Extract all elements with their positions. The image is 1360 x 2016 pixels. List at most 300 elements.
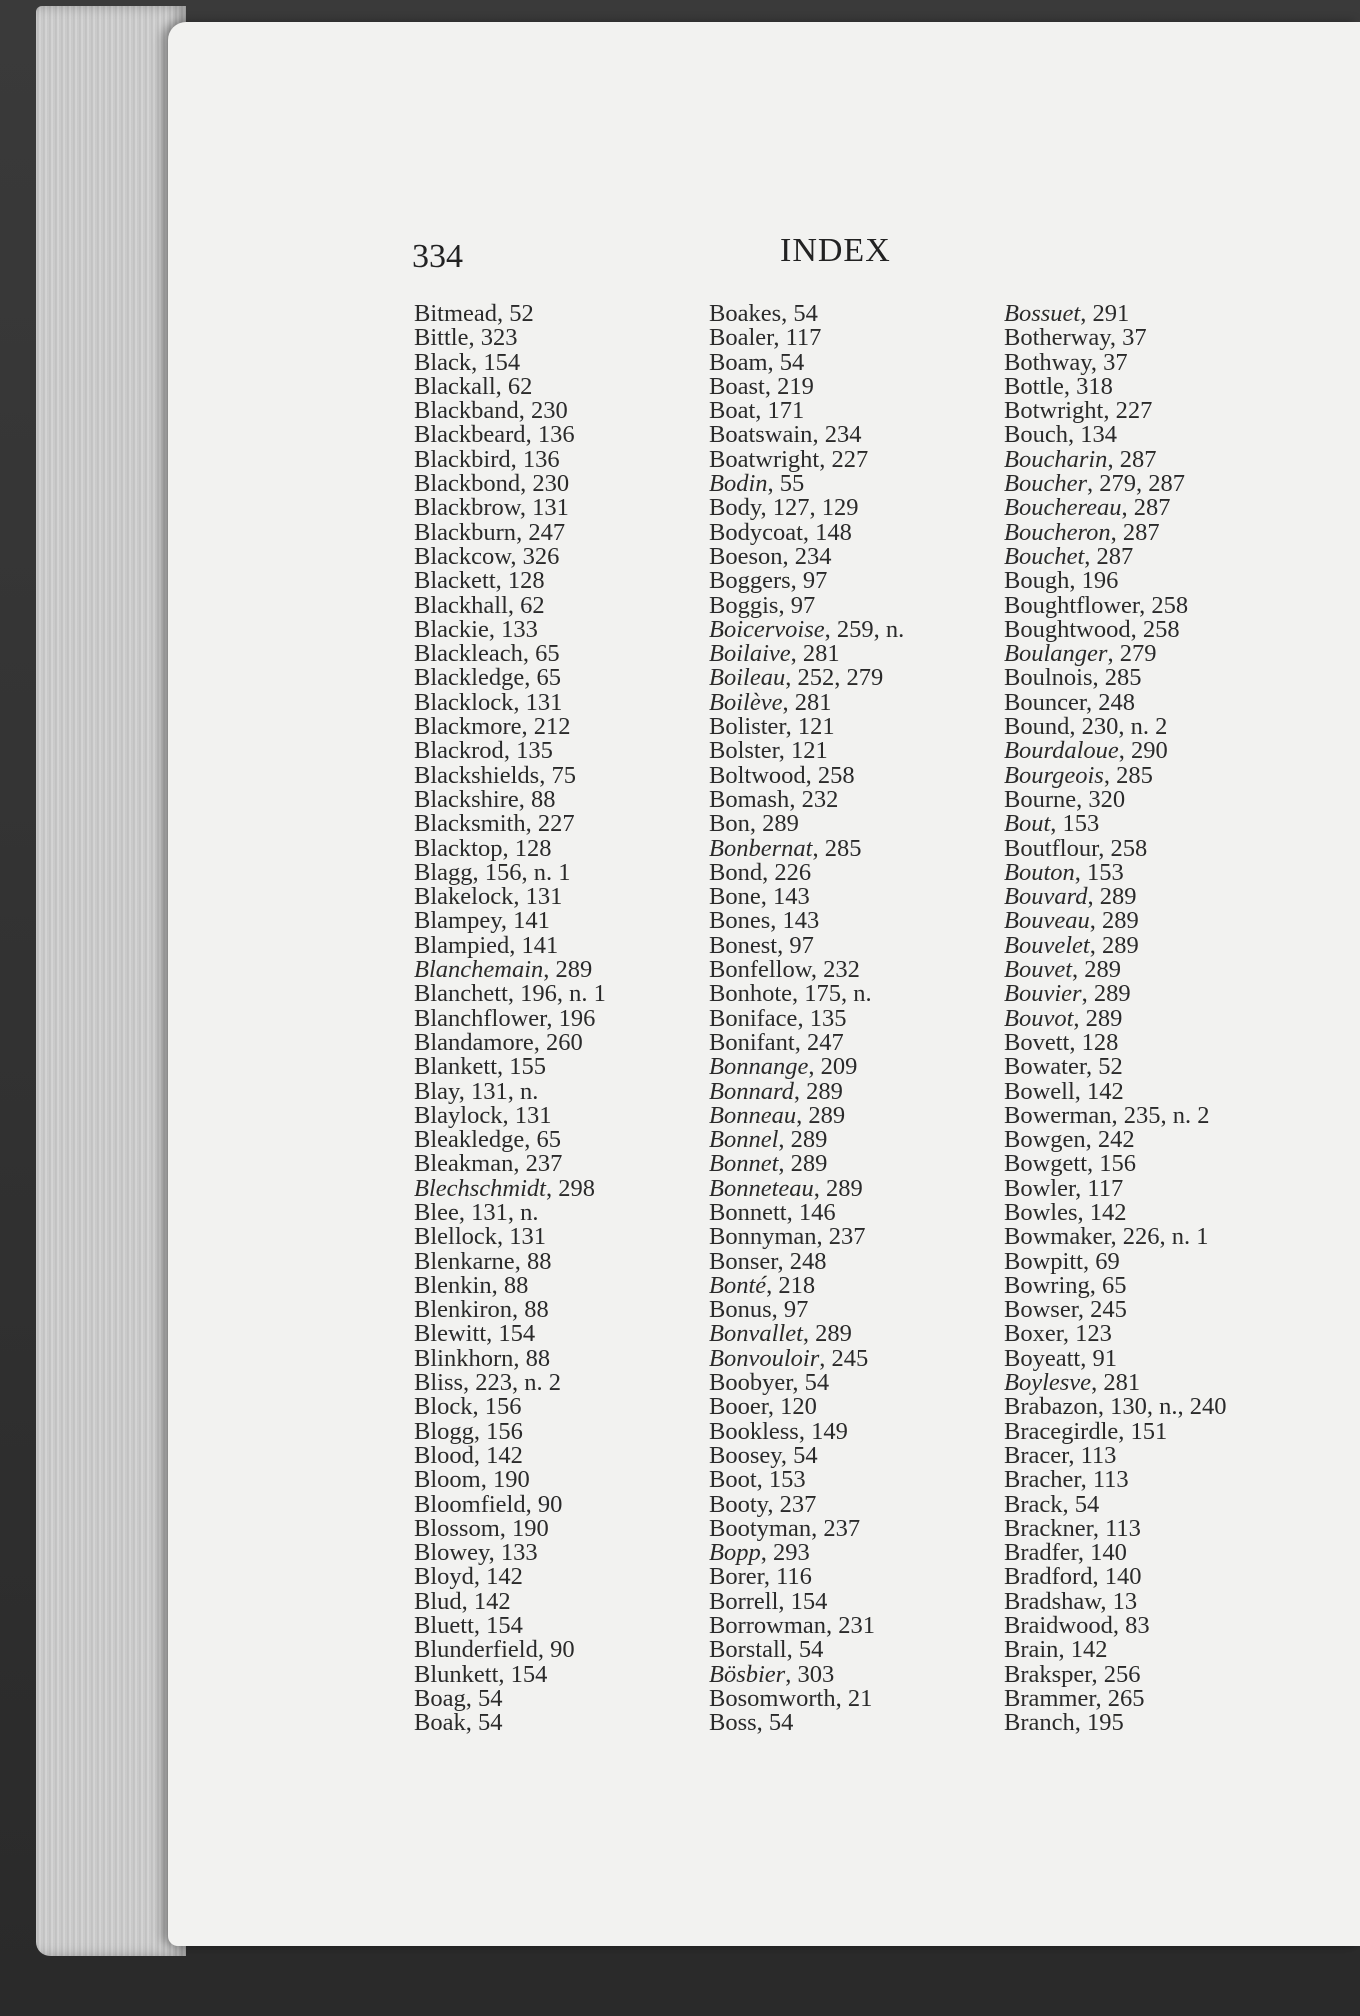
entry-name: Bodycoat (709, 518, 803, 546)
entry-page-refs: , 248 (777, 1247, 827, 1275)
entry-page-refs: , 156 (472, 1393, 522, 1421)
entry-page-refs: , 121 (778, 737, 828, 765)
entry-name: Brack (1004, 1490, 1063, 1518)
entry-name: Boggers (709, 567, 791, 595)
entry-page-refs: , 52 (497, 300, 534, 327)
entry-page-refs: , 289 (749, 810, 799, 838)
entry-page-refs: , 62 (495, 372, 533, 400)
entry-page-refs: , 65 (524, 1126, 561, 1154)
entry-name: Bloom (414, 1466, 481, 1494)
index-entry (709, 1271, 904, 1299)
entry-page-refs: , 142 (1058, 1636, 1108, 1664)
entry-page-refs: , 156 (473, 1417, 523, 1445)
entry-name: Bothway (1004, 348, 1091, 376)
index-entry (414, 302, 606, 326)
entry-page-refs: , 55 (767, 470, 805, 498)
entry-name: Boat (709, 397, 756, 425)
index-entry (709, 1322, 904, 1346)
index-entry (1004, 885, 1227, 909)
entry-page-refs: , 252, 279 (785, 664, 884, 692)
index-entry (414, 472, 606, 496)
entry-page-refs: , 140 (1092, 1563, 1142, 1591)
entry-page-refs: , 258 (1130, 615, 1180, 643)
entry-page-refs: , 88 (512, 1296, 549, 1324)
entry-page-refs: , 62 (507, 591, 545, 619)
entry-name: Braksper (1004, 1660, 1092, 1688)
entry-name: Blandamore (414, 1028, 534, 1056)
entry-page-refs: , 142 (461, 1587, 511, 1615)
index-entry (709, 642, 904, 666)
entry-page-refs: , 54 (792, 1369, 830, 1397)
entry-name: Blackie (414, 615, 489, 643)
entry-name: Boucharin (1004, 445, 1108, 473)
index-entry (709, 399, 904, 423)
entry-page-refs: , 258 (1139, 591, 1189, 619)
index-entry (414, 1565, 606, 1589)
entry-page-refs: , 146 (786, 1198, 836, 1226)
index-entry (1004, 348, 1227, 376)
entry-page-refs: , 127, 129 (760, 494, 859, 522)
index-entry (414, 761, 606, 789)
entry-name: Boast (709, 372, 765, 400)
entry-page-refs: , 91 (1080, 1344, 1117, 1372)
index-entry (709, 666, 904, 690)
entry-name: Bitmead (414, 300, 498, 327)
entry-name: Blanchett (414, 980, 508, 1008)
entry-name: Bossuet (1004, 300, 1081, 327)
index-entry (1004, 1128, 1227, 1152)
entry-page-refs: , 230, n. 2 (1069, 713, 1168, 741)
entry-page-refs: , 52 (1086, 1053, 1123, 1081)
index-entry (414, 326, 606, 350)
index-entry (1004, 642, 1227, 666)
entry-page-refs: , 196 (546, 1004, 596, 1032)
entry-name: Blacklock (414, 688, 514, 716)
index-entry (709, 326, 904, 350)
entry-page-refs: , 281 (790, 640, 840, 668)
entry-name: Blampey (414, 907, 501, 935)
entry-page-refs: , 131 (502, 1101, 552, 1129)
entry-page-refs: , 128 (1069, 1028, 1119, 1056)
entry-page-refs: , 120 (767, 1393, 817, 1421)
entry-name: Blenkin (414, 1271, 492, 1299)
entry-name: Bonnel (709, 1126, 779, 1154)
entry-name: Blackhall (414, 591, 508, 619)
index-entry (709, 982, 904, 1006)
index-entry (1004, 1395, 1227, 1419)
entry-name: Bottle (1004, 372, 1064, 400)
entry-page-refs: , 289 (778, 1126, 828, 1154)
entry-page-refs: , 279, 287 (1087, 470, 1185, 498)
index-entry (414, 642, 606, 666)
index-entry (1004, 423, 1227, 447)
entry-page-refs: , 223, n. 2 (463, 1369, 562, 1397)
entry-page-refs: , 54 (465, 1684, 503, 1712)
entry-name: Boxer (1004, 1320, 1063, 1348)
entry-name: Bracer (1004, 1441, 1069, 1469)
entry-page-refs: , 65 (524, 664, 561, 692)
index-entry (709, 1028, 904, 1056)
entry-page-refs: , 113 (1080, 1466, 1129, 1494)
entry-name: Boucheron (1004, 518, 1111, 546)
entry-name: Bouncer (1004, 688, 1087, 716)
entry-page-refs: , 237 (816, 1223, 866, 1251)
page-heading: INDEX (780, 232, 891, 269)
entry-name: Bonnyman (709, 1223, 817, 1251)
entry-page-refs: , 153 (1050, 810, 1100, 838)
entry-name: Bowler (1004, 1174, 1076, 1202)
entry-name: Bonnard (709, 1077, 794, 1105)
index-entry (414, 496, 606, 520)
entry-page-refs: , 121 (785, 713, 835, 741)
entry-page-refs: , 143 (760, 883, 810, 911)
entry-name: Borrowman (709, 1612, 827, 1640)
entry-name: Body (709, 494, 761, 522)
entry-page-refs: , 154 (778, 1587, 828, 1615)
entry-name: Bond (709, 858, 763, 886)
index-entry (414, 1514, 606, 1542)
entry-page-refs: , 279 (1107, 640, 1157, 668)
entry-page-refs: , 142 (473, 1441, 523, 1469)
index-entry (709, 1541, 904, 1565)
entry-page-refs: , 117 (773, 324, 822, 352)
entry-page-refs: , 65 (522, 640, 560, 668)
entry-page-refs: , 285 (1103, 761, 1153, 789)
entry-name: Boot (709, 1466, 757, 1494)
entry-page-refs: , 227 (1103, 397, 1153, 425)
entry-name: Blackett (414, 567, 496, 595)
index-entry (1004, 302, 1227, 326)
entry-name: Borstall (709, 1636, 787, 1664)
entry-name: Bittle (414, 324, 469, 352)
entry-name: Blampied (414, 931, 510, 959)
entry-name: Blud (414, 1587, 462, 1615)
entry-page-refs: , 135 (503, 737, 553, 765)
entry-name: Bonnange (709, 1053, 809, 1081)
index-entry (414, 1198, 606, 1226)
entry-name: Bradford (1004, 1563, 1093, 1591)
index-entry (414, 1468, 606, 1492)
entry-page-refs: , 258 (805, 761, 855, 789)
index-entry (414, 885, 606, 909)
entry-name: Boosey (709, 1441, 781, 1469)
index-entry (414, 834, 606, 862)
entry-page-refs: , 190 (499, 1514, 549, 1542)
index-entry (414, 1711, 606, 1735)
entry-page-refs: , 88 (514, 1247, 552, 1275)
entry-page-refs: , 54 (1062, 1490, 1100, 1518)
entry-name: Bowell (1004, 1077, 1075, 1105)
entry-name: Bonser (709, 1247, 778, 1275)
entry-name: Blenkiron (414, 1296, 512, 1324)
index-entry (709, 688, 904, 716)
entry-name: Blinkhorn (414, 1344, 514, 1372)
index-entry (1004, 518, 1227, 546)
index-entry (709, 1004, 904, 1032)
index-entry (414, 423, 606, 447)
entry-page-refs: , 196, n. 1 (507, 980, 606, 1008)
entry-name: Bonnet (709, 1150, 779, 1178)
entry-name: Bliss (414, 1369, 464, 1397)
index-entry (709, 1128, 904, 1152)
entry-name: Boughtwood (1004, 615, 1131, 643)
index-entry (414, 1247, 606, 1275)
index-entry (414, 666, 606, 690)
index-entry (709, 1198, 904, 1226)
entry-page-refs: , 123 (1062, 1320, 1112, 1348)
entry-page-refs: , 289 (796, 1101, 846, 1129)
index-entry (709, 1660, 904, 1688)
entry-name: Blackshields (414, 761, 540, 789)
entry-name: Bolster (709, 737, 779, 765)
index-entry (414, 1371, 606, 1395)
entry-page-refs: , 154 (471, 348, 521, 376)
entry-page-refs: , 75 (539, 761, 576, 789)
entry-page-refs: , 289 (1087, 883, 1137, 911)
entry-name: Blogg (414, 1417, 474, 1445)
entry-page-refs: , 256 (1091, 1660, 1141, 1688)
index-entry (1004, 666, 1227, 690)
entry-page-refs: , 260 (533, 1028, 583, 1056)
entry-name: Blagg (414, 858, 473, 886)
entry-page-refs: , 151 (1118, 1417, 1168, 1445)
entry-name: Black (414, 348, 472, 376)
entry-page-refs: , 142 (1077, 1198, 1127, 1226)
entry-name: Boucher (1004, 470, 1087, 498)
entry-page-refs: , 232 (789, 785, 839, 813)
entry-name: Bolister (709, 713, 786, 741)
entry-page-refs: , 218 (766, 1271, 816, 1299)
entry-page-refs: , 289 (813, 1174, 863, 1202)
index-entry (709, 785, 904, 813)
entry-name: Blakelock (414, 883, 514, 911)
index-entry (414, 1684, 606, 1712)
entry-name: Bonus (709, 1296, 772, 1324)
entry-page-refs: , 289 (778, 1150, 828, 1178)
entry-page-refs: , 247 (794, 1028, 844, 1056)
index-entry (1004, 761, 1227, 789)
entry-page-refs: , 281 (1091, 1369, 1141, 1397)
index-entry (709, 1468, 904, 1492)
index-entry (1004, 1055, 1227, 1079)
index-entry (414, 591, 606, 619)
index-entry (709, 1174, 904, 1202)
entry-page-refs: , 258 (1098, 834, 1148, 862)
index-entry (1004, 1101, 1227, 1129)
entry-page-refs: , 37 (1109, 324, 1147, 352)
entry-page-refs: , 195 (1074, 1709, 1124, 1737)
index-entry (709, 1152, 904, 1176)
index-entry (709, 1638, 904, 1662)
entry-page-refs: , 230 (520, 470, 570, 498)
index-entry (414, 688, 606, 716)
entry-page-refs: , 285 (812, 834, 862, 862)
entry-name: Boatwright (709, 445, 820, 473)
index-entry (709, 1441, 904, 1469)
entry-page-refs: , 219 (764, 372, 814, 400)
entry-name: Bradshaw (1004, 1587, 1101, 1615)
index-entry (709, 761, 904, 789)
entry-page-refs: , 154 (473, 1612, 523, 1640)
index-entry (1004, 1322, 1227, 1346)
index-entry (709, 1514, 904, 1542)
entry-name: Blackbrow (414, 494, 520, 522)
entry-page-refs: , 116 (763, 1563, 812, 1591)
entry-name: Bouton (1004, 858, 1075, 886)
entry-page-refs: , 83 (1112, 1612, 1150, 1640)
index-entry (1004, 569, 1227, 593)
entry-page-refs: , 54 (465, 1709, 503, 1737)
entry-name: Boilaive (709, 640, 791, 668)
index-entry (709, 302, 904, 326)
index-entry (414, 1441, 606, 1469)
entry-page-refs: , 131, n. (458, 1198, 539, 1226)
entry-page-refs: , 135 (797, 1004, 847, 1032)
entry-page-refs: , 175, n. (792, 980, 872, 1008)
index-entry (414, 1587, 606, 1615)
index-entry (414, 399, 606, 423)
entry-page-refs: , 134 (1067, 421, 1117, 449)
entry-name: Bon (709, 810, 750, 838)
entry-page-refs: , 287 (1121, 494, 1171, 522)
index-entry (709, 445, 904, 473)
index-entry (709, 1395, 904, 1419)
index-entry (414, 518, 606, 546)
entry-name: Brain (1004, 1636, 1059, 1664)
index-entry (1004, 1004, 1227, 1032)
index-entry (1004, 834, 1227, 862)
index-entry (709, 958, 904, 982)
entry-page-refs: , 54 (756, 1709, 794, 1737)
index-entry (1004, 399, 1227, 423)
entry-page-refs: , 21 (835, 1684, 873, 1712)
entry-name: Blanchflower (414, 1004, 547, 1032)
entry-name: Bloomfield (414, 1490, 526, 1518)
index-entry (709, 542, 904, 570)
index-entry (709, 1225, 904, 1249)
index-entry (414, 1660, 606, 1688)
index-entry (1004, 739, 1227, 763)
index-entry (414, 569, 606, 593)
entry-name: Blackcow (414, 542, 511, 570)
entry-page-refs: , 140 (1077, 1539, 1127, 1567)
entry-name: Boicervoise (709, 615, 825, 643)
entry-page-refs: , 156, n. 1 (472, 858, 571, 886)
index-entry (1004, 372, 1227, 400)
entry-name: Blankett (414, 1053, 498, 1081)
entry-name: Blackleach (414, 640, 523, 668)
entry-name: Bonfellow (709, 956, 811, 984)
entry-page-refs: , 149 (798, 1417, 848, 1445)
entry-name: Blellock (414, 1223, 498, 1251)
entry-name: Boughtflower (1004, 591, 1140, 619)
entry-page-refs: , 88 (513, 1344, 551, 1372)
index-entry (1004, 1271, 1227, 1299)
entry-name: Boileau (709, 664, 786, 692)
index-entry (709, 1565, 904, 1589)
entry-name: Boyeatt (1004, 1344, 1081, 1372)
index-entry (414, 1322, 606, 1346)
entry-page-refs: , 247 (516, 518, 566, 546)
index-entry (1004, 591, 1227, 619)
entry-page-refs: , 113 (1092, 1514, 1141, 1542)
entry-page-refs: , 265 (1095, 1684, 1145, 1712)
entry-page-refs: , 235, n. 2 (1111, 1101, 1210, 1129)
entry-name: Bouvelet (1004, 931, 1090, 959)
index-entry (414, 1541, 606, 1565)
entry-page-refs: , 290 (1118, 737, 1168, 765)
index-entry (709, 1344, 904, 1372)
entry-name: Boylesve (1004, 1369, 1092, 1397)
index-entry (414, 1028, 606, 1056)
entry-name: Boaler (709, 324, 774, 352)
entry-page-refs: , 289 (1089, 907, 1139, 935)
index-entry (1004, 1371, 1227, 1395)
entry-page-refs: , 54 (780, 1441, 818, 1469)
entry-name: Bonneteau (709, 1174, 814, 1202)
entry-page-refs: , 281 (782, 688, 832, 716)
entry-page-refs: , 130, n., 240 (1097, 1393, 1227, 1421)
index-entry (709, 715, 904, 739)
entry-name: Blood (414, 1441, 474, 1469)
entry-name: Bowpitt (1004, 1247, 1083, 1275)
index-entry (414, 445, 606, 473)
entry-name: Braidwood (1004, 1612, 1113, 1640)
index-entry (709, 1247, 904, 1275)
index-entry (414, 1225, 606, 1249)
entry-name: Boniface (709, 1004, 798, 1032)
entry-page-refs: , 245 (1077, 1296, 1127, 1324)
entry-page-refs: , 143 (770, 907, 820, 935)
index-entry (1004, 1684, 1227, 1712)
entry-name: Bouvard (1004, 883, 1088, 911)
entry-name: Blackbond (414, 470, 521, 498)
entry-name: Blacktop (414, 834, 503, 862)
entry-name: Bluett (414, 1612, 474, 1640)
entry-name: Bowmaker (1004, 1223, 1111, 1251)
entry-name: Botherway (1004, 324, 1110, 352)
index-entry (414, 1614, 606, 1638)
entry-page-refs: , 156 (1087, 1150, 1137, 1178)
entry-page-refs: , 226, n. 1 (1110, 1223, 1209, 1251)
entry-page-refs: , 171 (755, 397, 805, 425)
entry-page-refs: , 90 (537, 1636, 575, 1664)
entry-page-refs: , 209 (808, 1053, 858, 1081)
entry-name: Boutflour (1004, 834, 1099, 862)
index-entry (414, 1055, 606, 1079)
index-entry (414, 1152, 606, 1176)
entry-page-refs: , 237 (767, 1490, 817, 1518)
index-column-3 (1004, 302, 1227, 1736)
index-entry (414, 958, 606, 982)
entry-name: Blackledge (414, 664, 525, 692)
entry-name: Bonvouloir (709, 1344, 820, 1372)
index-entry (414, 858, 606, 886)
entry-name: Brammer (1004, 1684, 1096, 1712)
index-entry (414, 785, 606, 813)
entry-page-refs: , 237 (513, 1150, 563, 1178)
index-entry (414, 982, 606, 1006)
entry-name: Bourgeois (1004, 761, 1104, 789)
index-entry (1004, 1711, 1227, 1735)
entry-page-refs: , 287 (1107, 445, 1157, 473)
entry-name: Bonnett (709, 1198, 787, 1226)
index-entry (414, 1395, 606, 1419)
entry-name: Bouvot (1004, 1004, 1074, 1032)
entry-page-refs: , 227 (819, 445, 869, 473)
entry-name: Brackner (1004, 1514, 1093, 1542)
entry-name: Bosomworth (709, 1684, 836, 1712)
